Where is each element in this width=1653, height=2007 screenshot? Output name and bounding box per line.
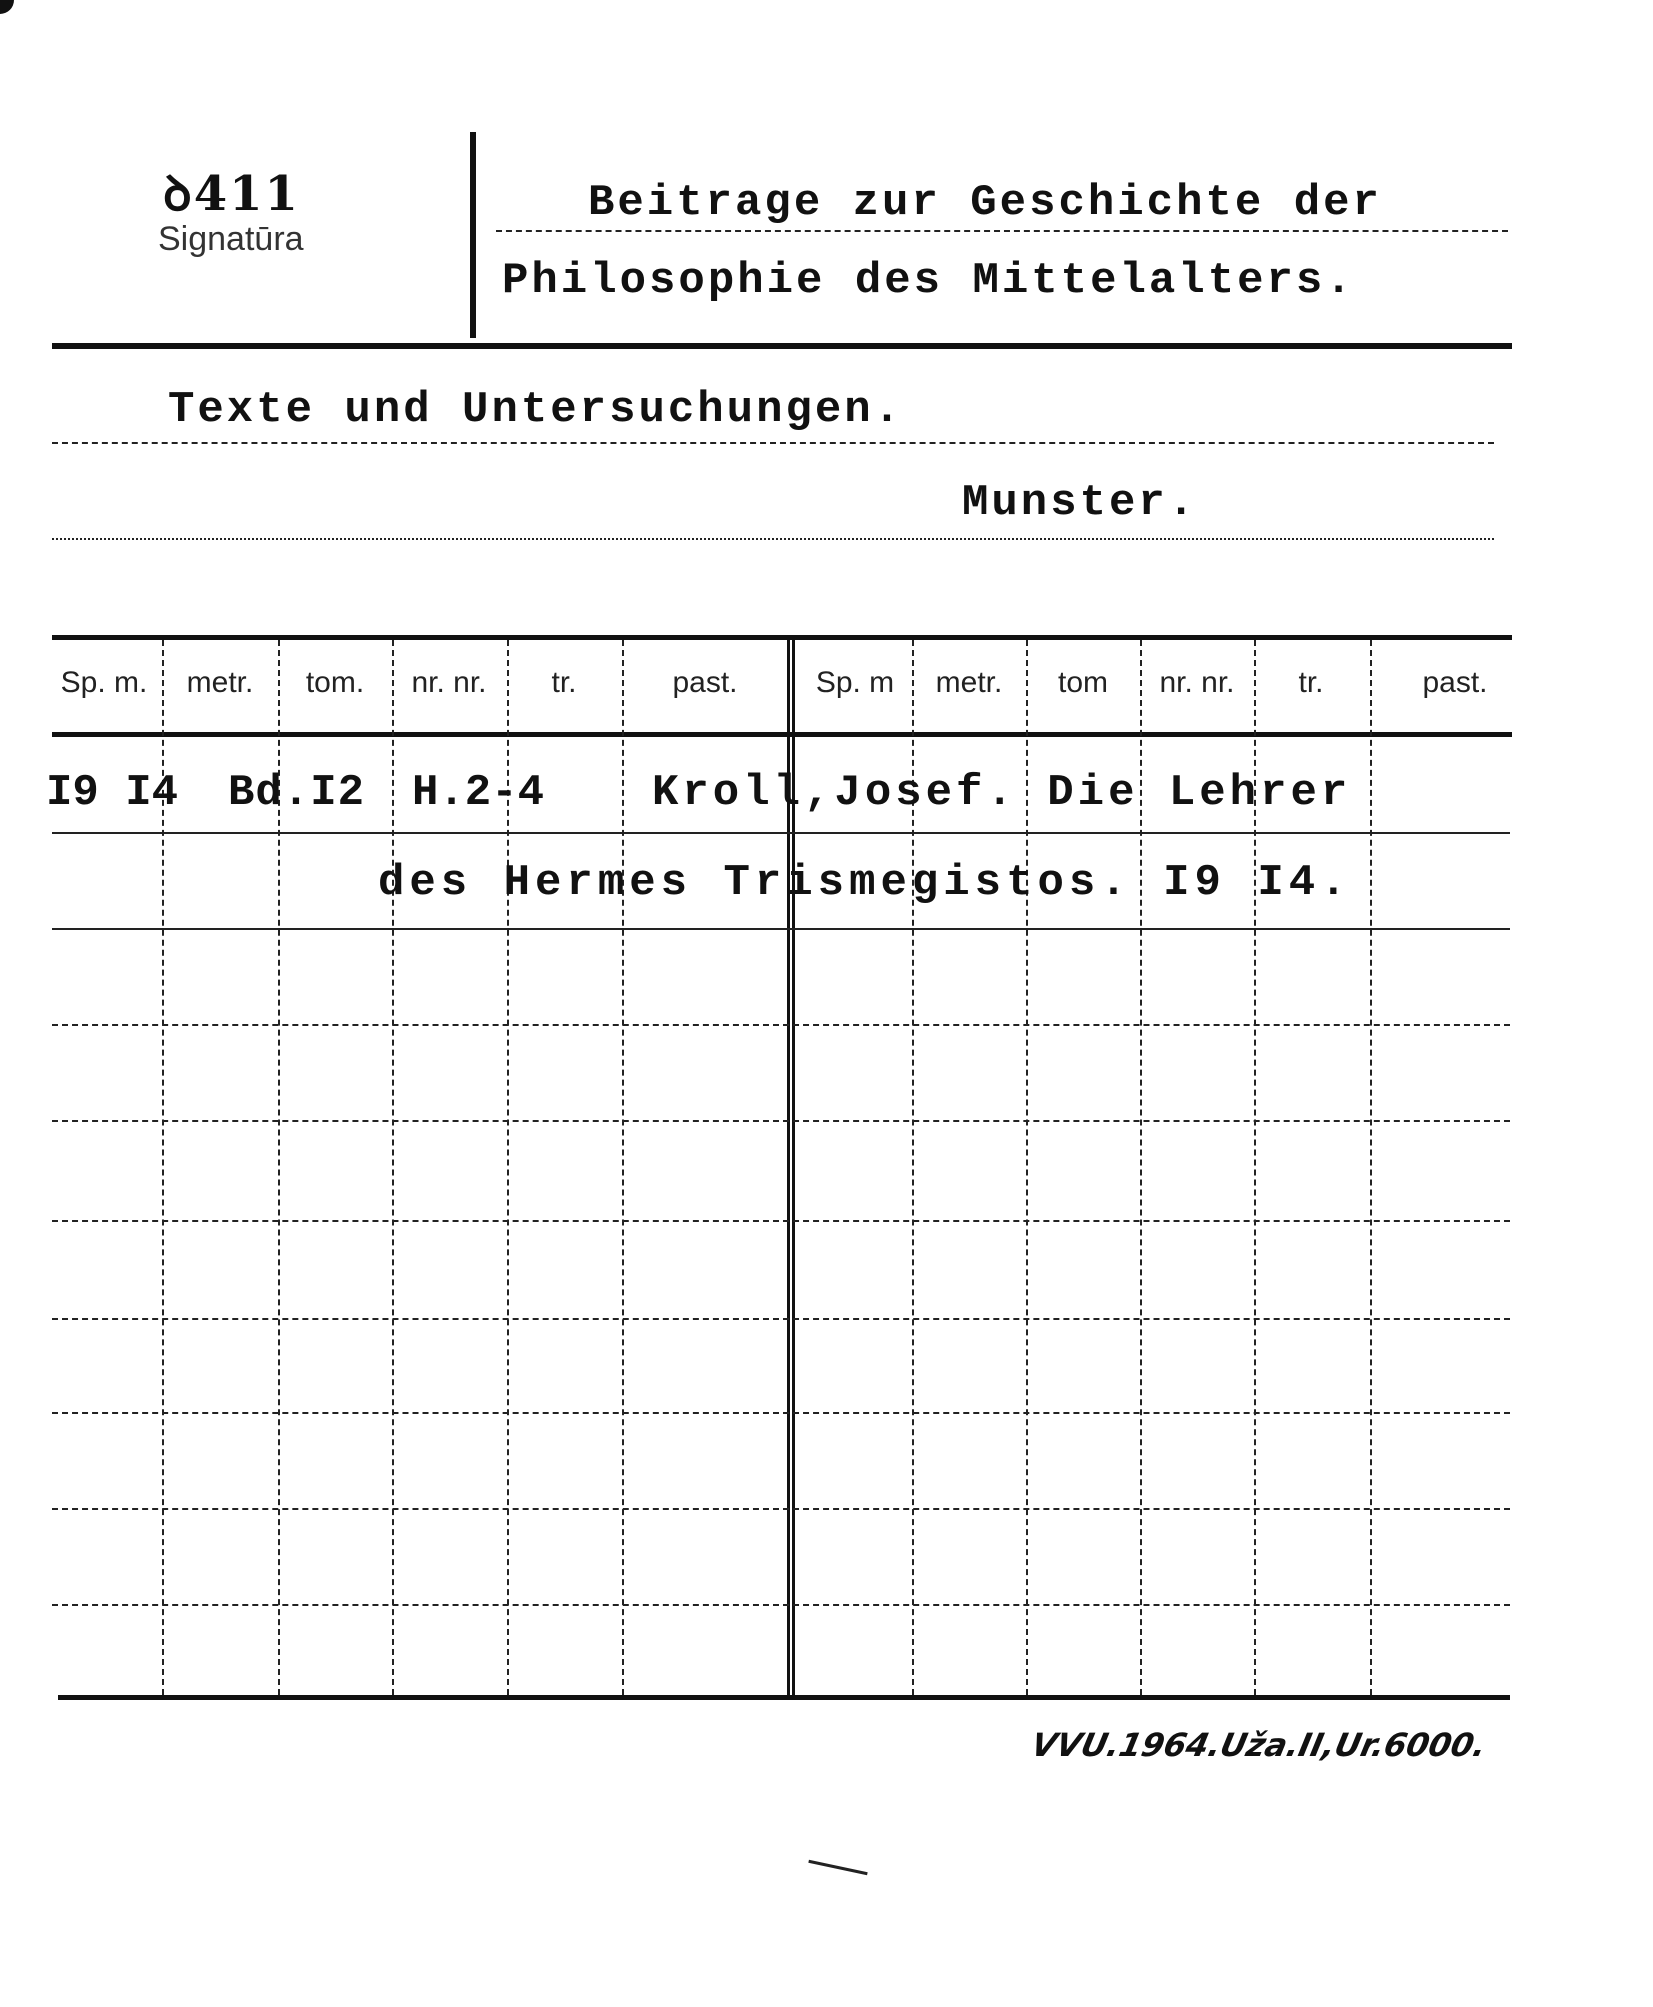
title-rule-1: [496, 230, 1508, 232]
signature-label: Signatūra: [158, 220, 304, 258]
row-rule-1: [52, 832, 1510, 834]
row-rule-3: [52, 1024, 1510, 1026]
handwritten-note: VVU.1964.Uža.II,Ur.6000.: [1027, 1726, 1490, 1764]
table-top-rule: [52, 635, 1512, 640]
series-title-line2: Philosophie des Mittelalters.: [502, 256, 1355, 306]
entry-year: I9 I4: [46, 768, 179, 818]
subseries-title: Texte und Untersuchungen.: [168, 385, 904, 435]
header-sp-m-right: Sp. m: [815, 666, 895, 699]
header-nr-nr-right: nr. nr.: [1159, 666, 1235, 699]
row-rule-8: [52, 1508, 1510, 1510]
place-of-publication: Munster.: [962, 478, 1198, 528]
entry-volume: Bd.I2: [228, 768, 366, 818]
signature-number: ꝺ411: [163, 166, 300, 222]
row-rule-7: [52, 1412, 1510, 1414]
header-sp-m-left: Sp. m.: [60, 666, 148, 699]
row-rule-4: [52, 1120, 1510, 1122]
col-divider-3: [392, 640, 394, 1695]
header-tom-left: tom.: [305, 666, 365, 699]
header-nr-nr-left: nr. nr.: [411, 666, 487, 699]
header-tr-right: tr.: [1298, 666, 1324, 699]
series-title-line1: Beitrage zur Geschichte der: [588, 178, 1382, 228]
entry-text-line1: Kroll,Josef. Die Lehrer: [652, 768, 1352, 818]
header-past-right: past.: [1422, 666, 1488, 699]
header-tom-right: tom: [1057, 666, 1108, 699]
table-header-rule: [52, 732, 1512, 737]
row-rule-9: [52, 1604, 1510, 1606]
header-metr-left: metr.: [186, 666, 254, 699]
signature-divider: [470, 132, 476, 338]
header-past-left: past.: [672, 666, 738, 699]
header-metr-right: metr.: [935, 666, 1003, 699]
row-rule-2: [52, 928, 1510, 930]
header-tr-left: tr.: [551, 666, 577, 699]
table-bottom-rule: [58, 1695, 1510, 1700]
entry-issue: H.2-4: [412, 768, 545, 818]
subseries-rule: [52, 442, 1494, 444]
col-divider-11: [1370, 640, 1372, 1695]
header-rule: [52, 343, 1512, 349]
scan-mark-corner: [0, 0, 14, 14]
col-divider-5: [622, 640, 624, 1695]
row-rule-6: [52, 1318, 1510, 1320]
scan-mark-bottom: [808, 1860, 867, 1875]
row-rule-5: [52, 1220, 1510, 1222]
place-rule: [52, 538, 1494, 540]
entry-text-line2: des Hermes Trismegistos. I9 I4.: [378, 858, 1352, 908]
